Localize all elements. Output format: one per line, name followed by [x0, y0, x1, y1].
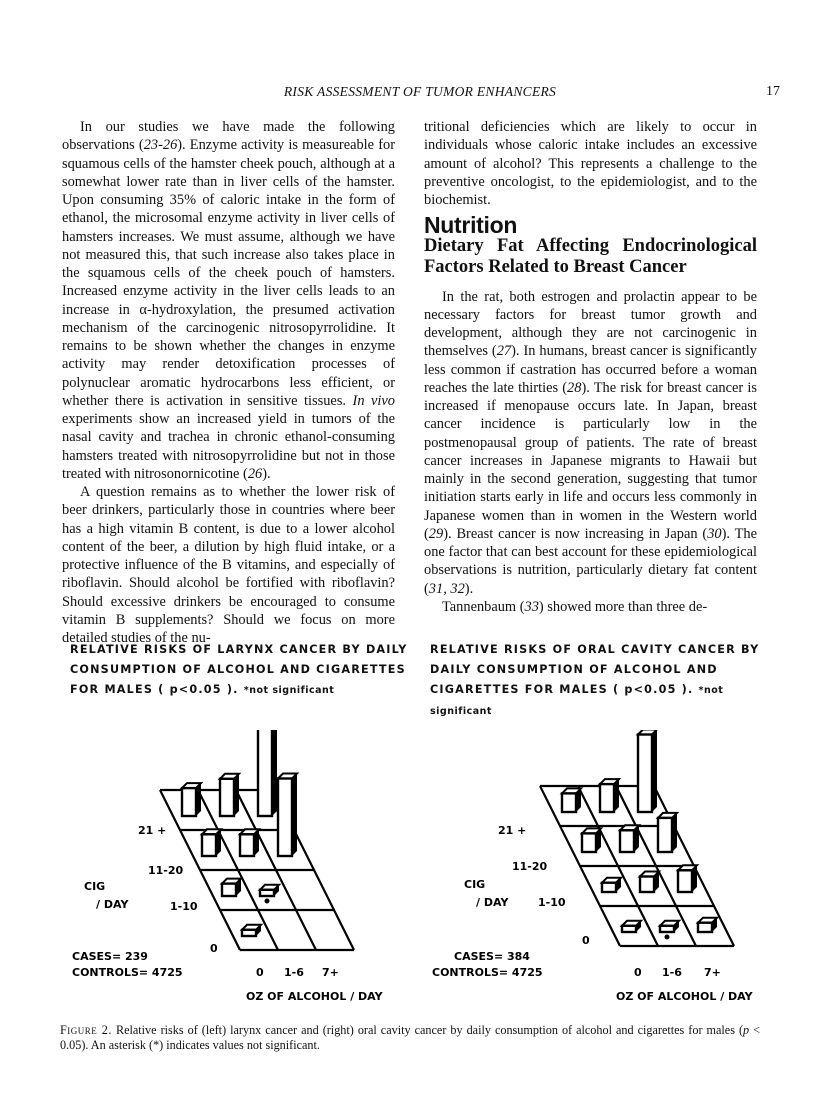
controls-label: CONTROLS= 4725 — [72, 966, 183, 979]
col-label: 0 — [256, 966, 264, 979]
bar — [260, 890, 274, 896]
bar — [602, 883, 616, 892]
citation: 26 — [247, 465, 263, 482]
x-axis-label: OZ OF ALCOHOL / DAY — [616, 990, 753, 1003]
row-label: 1-10 — [538, 896, 566, 909]
left-column — [62, 118, 395, 647]
row-label: 0 — [582, 934, 590, 947]
row-label: 21 + — [138, 824, 167, 837]
row-label: 11-20 — [148, 864, 184, 877]
y-axis-label: CIG — [464, 878, 486, 891]
bar — [678, 870, 692, 892]
paragraph: A question remains as to whether the lower risk of beer drinkers, particularly those in countries where beer has a high vitamin B content, is due to a lower alcohol content of the beer, a dilution by high fluid intake, or a protective influence of the B vitamins, and especially of riboflavin. Should alcohol be fortified with riboflavin? Should excessive drinkers be encouraged to consume vitamin B supplements? Should we focus on more detailed studies of the nu- — [62, 484, 395, 646]
figure-oral-cavity — [420, 640, 790, 1010]
bar — [698, 923, 712, 932]
row-label: 11-20 — [512, 860, 548, 873]
paragraph: tritional deficiencies which are likely to occur in individuals whose caloric intake includes an excessive amount of alcohol? This represents a challenge to the preventive oncologist, to the epidemiologist, and to the biochemist. — [424, 119, 757, 208]
bar — [240, 834, 254, 856]
bar — [600, 784, 614, 812]
figure-caption: Figure 2. Relative risks of (left) larynx cancer and (right) oral cavity cancer by daily consumption of alcohol and cigarettes for males (p < 0.05). An asterisk (*) indicates values not significant. — [60, 1023, 760, 1052]
bar — [640, 877, 654, 893]
figure-title: RELATIVE RISKS OF LARYNX CANCER BY DAILY CONSUMPTION OF ALCOHOL AND CIGARETTES FOR MALES ( p<0.05 ). *not significant — [70, 643, 408, 696]
running-title: RISK ASSESSMENT OF TUMOR ENHANCERS — [283, 84, 557, 99]
paragraph: In our studies we have made the following observations (23-26). Enzyme activity is measureable for squamous cells of the hamster cheek pouch, although at a somewhat lower rate than in liver cells of the hamster. Upon consuming 35% of caloric intake in the form of ethanol, the microsomal enzyme activity in liver cells of hamsters increases. We must assume, although we have not measured this, that such increase also takes place in the squamous cells of the cheek pouch of hamsters. Increased enzyme activity in the liver cells leads to an increase in α-hydroxylation, the presumed activation mechanism of the carcinogenic nitrosopyrrolidine. It remains to be shown whether the changes in enzyme activity may render detoxification processes of polynuclear aromatic hydrocarbons less efficient, or whether there is activation in sensitive tissues. In vivo experiments show an increased yield in tumors of the nasal cavity and trachea in chronic ethanol-consuming hamsters treated with nitrosopyrrolidine but not in those treated with nitrosonornicotine (26). — [62, 119, 395, 482]
col-label: 0 — [634, 966, 642, 979]
bar — [562, 793, 576, 812]
y-axis-label: / DAY — [96, 898, 129, 911]
bar — [582, 833, 596, 852]
not-significant-marker — [665, 935, 670, 940]
col-label: 1-6 — [284, 966, 304, 979]
oral-cavity-3d-bar-chart — [420, 730, 790, 1010]
larynx-3d-bar-chart — [60, 730, 430, 1010]
subsection-heading: Dietary Fat Affecting Endocrinological Factors Related to Breast Cancer — [424, 235, 757, 277]
bar — [220, 779, 234, 816]
bar — [660, 926, 674, 932]
figure-larynx — [60, 640, 430, 1010]
bar — [242, 930, 256, 936]
paragraph: In the rat, both estrogen and prolactin appear to be necessary factors for breast tumor growth and development, although they are not carcinogenic in themselves (27). In humans, breast cancer is significantly less common if castration has occurred before a woman reaches the late thirties (28). The risk for breast cancer is increased if menopause occurs late. In Japan, breast cancer incidence is particularly low in the postmenopausal group of patients. The rate of breast cancer increases in Japanese migrants to Hawaii but mainly in the second generation, suggesting that tumor initiation starts early in life and occurs less commonly in Japanese women than in women in the Western world (29). Breast cancer is now increasing in Japan (30). The one factor that can best account for these epidemiological observations is nutrition, particularly dietary fat content (31, 32). — [424, 288, 757, 597]
cases-label: CASES= 384 — [454, 950, 530, 963]
bar — [258, 730, 272, 816]
paragraph: Tannenbaum (33) showed more than three de- — [442, 598, 708, 615]
row-label: 1-10 — [170, 900, 198, 913]
y-axis-label: CIG — [84, 880, 106, 893]
bar — [658, 818, 672, 852]
col-label: 7+ — [322, 966, 339, 979]
col-label: 1-6 — [662, 966, 682, 979]
bar — [202, 834, 216, 856]
bar — [638, 735, 652, 813]
bar — [622, 926, 636, 932]
citation: 23-26 — [143, 137, 178, 154]
caption-label: Figure 2. — [60, 1023, 112, 1037]
figure-title: RELATIVE RISKS OF ORAL CAVITY CANCER BY DAILY CONSUMPTION OF ALCOHOL AND CIGARETTES FOR MALES ( p<0.05 ). *not significant — [430, 643, 760, 717]
bar — [278, 779, 292, 857]
x-axis-label: OZ OF ALCOHOL / DAY — [246, 990, 383, 1003]
page-header — [60, 84, 780, 106]
y-axis-label: / DAY — [476, 896, 509, 909]
controls-label: CONTROLS= 4725 — [432, 966, 543, 979]
col-label: 7+ — [704, 966, 721, 979]
cases-label: CASES= 239 — [72, 950, 148, 963]
page-number: 17 — [766, 84, 780, 99]
row-label: 0 — [210, 942, 218, 955]
not-significant-marker — [265, 899, 270, 904]
row-label: 21 + — [498, 824, 527, 837]
bar — [620, 830, 634, 852]
bar — [182, 788, 196, 816]
right-column — [424, 118, 757, 616]
bar — [222, 884, 236, 896]
section-heading: Nutrition — [424, 212, 518, 239]
